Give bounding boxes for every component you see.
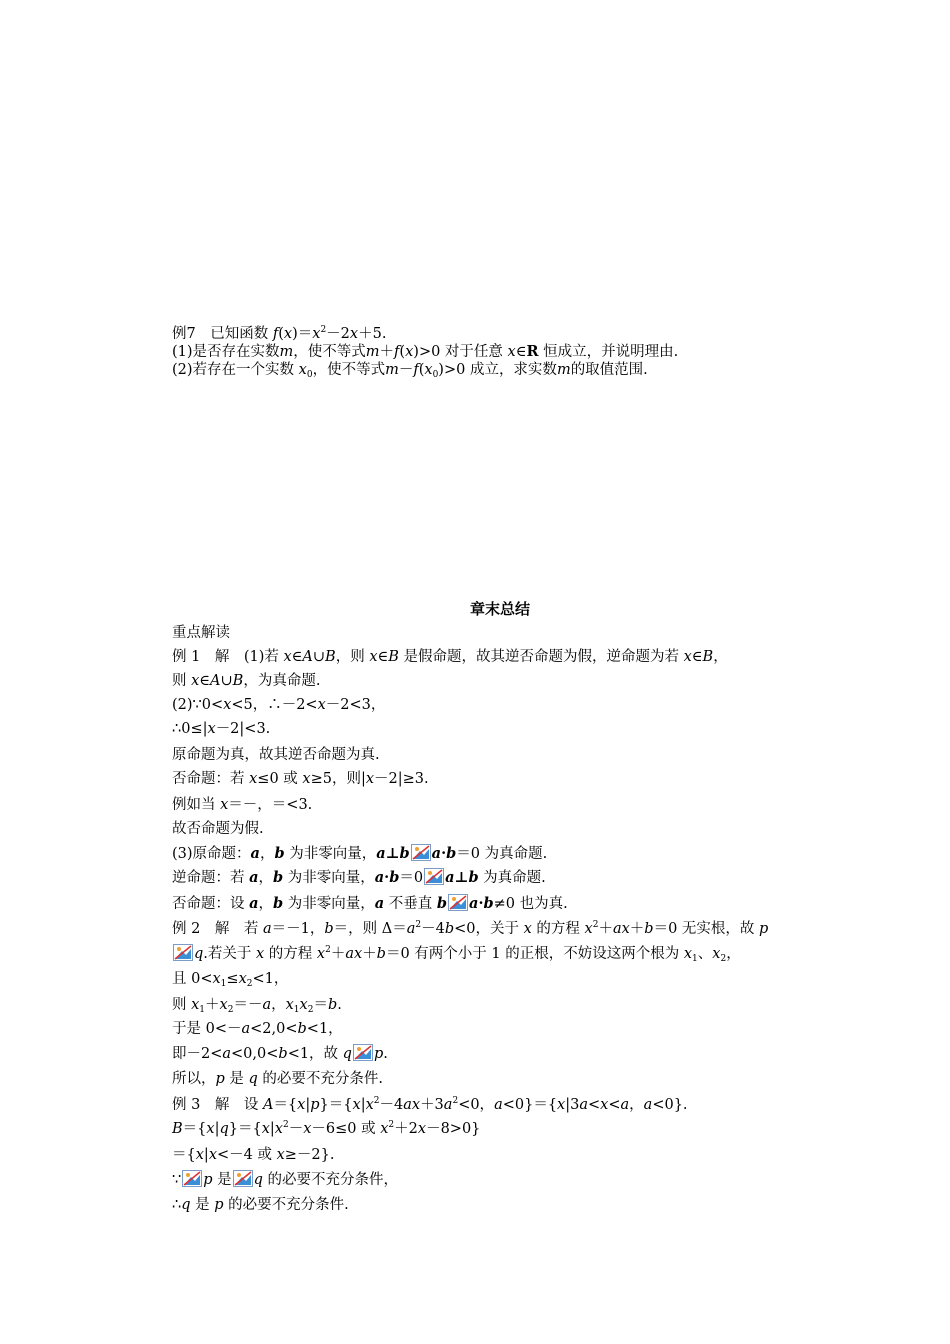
example-7-statement: 例7 已知函数 $f(x)=x^2-2x+5$. xyxy=(172,325,387,342)
ex1-line-5: 原命题为真，故其逆否命题为真. xyxy=(172,747,380,763)
ex1-line-3: (2)∵0<x<5，∴－2<x－2<3， xyxy=(172,697,386,713)
broken-image-icon xyxy=(448,894,468,911)
ex1-line-2: 则 x∈A∪B，为真命题. xyxy=(172,673,321,689)
ex1-line-4: ∴0≤|x－2|<3. xyxy=(172,721,271,737)
broken-image-icon xyxy=(411,844,431,861)
ex3-line-2: $B=\{x|q\}=\{x|x^2-x-6\le 0$ 或 $x^2+2x-8>0$} xyxy=(172,1120,481,1137)
ex3-line-1: 例 3 解 设 $A=\{x|p\}=\{x|x^2-4ax+3a^2<0$，a<0}＝{x|3a<x<a，a<0}. xyxy=(172,1096,688,1113)
ex2-line-3: 且 $0<x_1\le x_2<1$， xyxy=(172,971,289,989)
broken-image-icon xyxy=(353,1044,373,1061)
ex1-line-11: 否命题：设 a，b 为非零向量，a 不垂直 b a·b≠0 也为真. xyxy=(172,895,568,912)
ex1-line-10: 逆命题：若 a，b 为非零向量，a·b＝0 a⊥b 为真命题. xyxy=(172,869,546,886)
ex1-line-9: (3)原命题：a，b 为非零向量，a⊥b a·b＝0 为真命题. xyxy=(172,845,548,862)
ex2-line-1: 例 2 解 若 a＝－1，b＝，则 $\Delta=a^2-4b<0$，关于 x 的方程 $x^2+ax+b=0$ 无实根，故 p xyxy=(172,920,769,937)
example-7-part-1: (1)是否存在实数m，使不等式m＋f(x)>0 对于任意 x∈R 恒成立，并说明理由. xyxy=(172,343,679,360)
ex2-line-4: 则 $x_1+x_2=-a$，$x_1x_2=b$. xyxy=(172,997,342,1015)
ex1-line-6: 否命题：若 x≤0 或 x≥5，则|x－2|≥3. xyxy=(172,771,429,787)
broken-image-icon xyxy=(182,1170,202,1187)
broken-image-icon xyxy=(424,868,444,885)
ex3-line-4: ∵ p 是 q 的必要不充分条件， xyxy=(172,1172,399,1188)
key-points-heading: 重点解读 xyxy=(172,625,230,641)
ex1-line-7: 例如当 x＝－，＝<3. xyxy=(172,797,313,813)
summary-title: 章末总结 xyxy=(469,600,530,618)
broken-image-icon xyxy=(173,944,193,961)
ex2-line-5: 于是 0<－a<2,0<b<1， xyxy=(172,1021,343,1037)
ex2-line-6: 即－2<a<0,0<b<1，故 q p. xyxy=(172,1046,388,1062)
broken-image-icon xyxy=(233,1170,253,1187)
ex2-line-2: q.若关于 x 的方程 $x^2+ax+b=0$ 有两个小于 1 的正根，不妨设这两个根为 $x_1$、$x_2$， xyxy=(172,944,741,963)
ex3-line-5: ∴q 是 p 的必要不充分条件. xyxy=(172,1197,349,1213)
ex2-line-7: 所以，p 是 q 的必要不充分条件. xyxy=(172,1071,384,1087)
ex1-line-1: 例 1 解 (1)若 x∈A∪B，则 x∈B 是假命题，故其逆否命题为假，逆命题为若 x∈B， xyxy=(172,649,728,665)
ex1-line-8: 故否命题为假. xyxy=(172,821,264,837)
ex3-line-3: ＝{x|x<－4 或 x≥－2}. xyxy=(172,1147,335,1163)
example-7-part-2: (2)若存在一个实数 $x_0$，使不等式$m-f(x_0)>0$ 成立，求实数m的取值范围. xyxy=(172,362,648,380)
